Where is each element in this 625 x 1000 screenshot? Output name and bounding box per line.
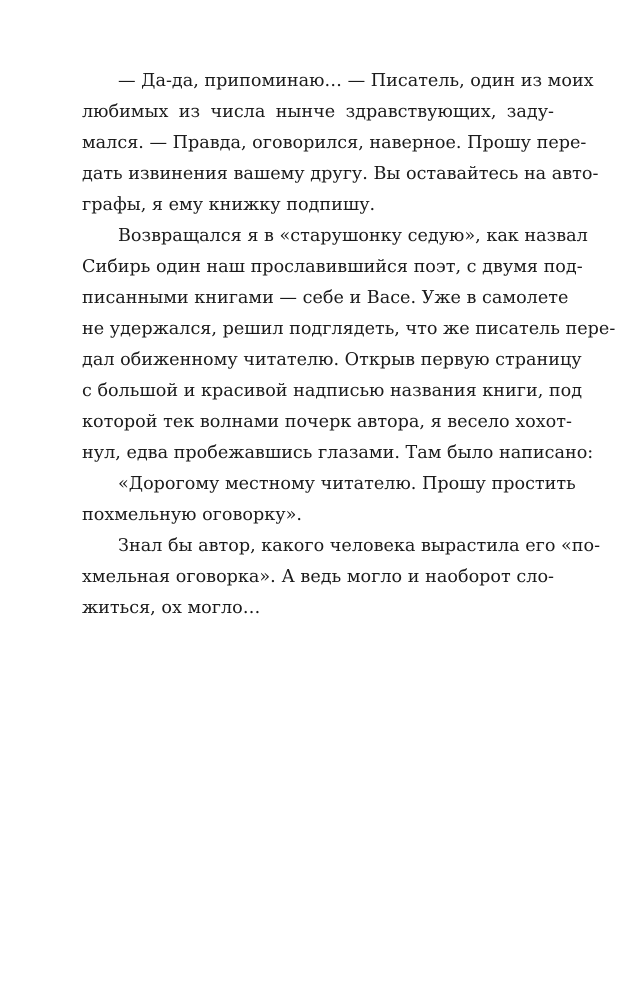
text-line: хмельная оговорка». А ведь могло и наоборот сло- [82,567,554,587]
text-line: с большой и красивой надписью названия книги, под [82,381,583,401]
text-line: житься, ох могло… [82,598,261,618]
text-line: «Дорогому местному читателю. Прошу простить [118,474,576,494]
text-line: мался. — Правда, оговорился, наверное. Прошу пере- [82,133,587,153]
paragraph [82,469,576,531]
text-line: Сибирь один наш прославившийся поэт, с двумя под- [82,257,583,277]
text-line: Возвращался я в «старушонку седую», как назвал [118,226,588,246]
text-line: дать извинения вашему другу. Вы оставайтесь на авто- [82,164,599,184]
text-line: Знал бы автор, какого человека вырастила его «по- [118,536,601,556]
paragraph [82,66,599,221]
text-line: не удержался, решил подглядеть, что же писатель пере- [82,319,616,339]
text-line: нул, едва пробежавшись глазами. Там было написано: [82,443,594,463]
text-line: похмельную оговорку». [82,505,302,525]
text-line: писанными книгами — себе и Васе. Уже в самолете [82,288,569,308]
book-page [82,66,616,624]
text-line: графы, я ему книжку подпишу. [82,195,376,215]
paragraph [82,221,616,469]
paragraph [82,531,601,624]
text-line: дал обиженному читателю. Открыв первую страницу [82,350,582,370]
text-line: любимых из числа нынче здравствующих, заду- [82,102,554,122]
text-line: которой тек волнами почерк автора, я весело хохот- [82,412,572,432]
text-line: — Да-да, припоминаю… — Писатель, один из моих [118,71,594,91]
